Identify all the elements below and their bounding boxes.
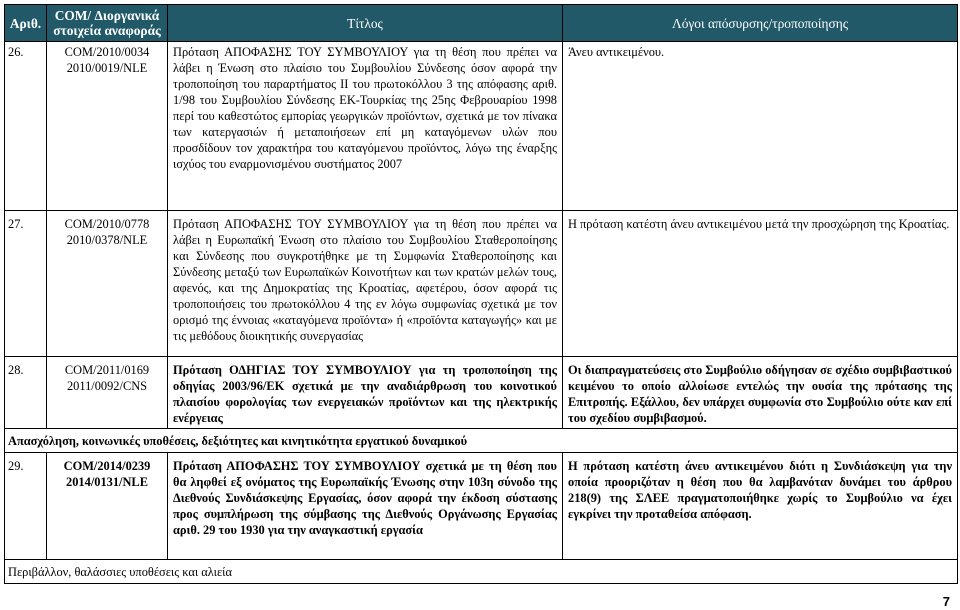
table-row [5, 42, 958, 211]
header-reason: Λόγοι απόσυρσης/τροποποίησης [563, 5, 958, 42]
table-header-row [5, 5, 958, 42]
procedure-reference: 2011/0092/CNS [66, 379, 148, 393]
section-row-employment [5, 429, 958, 453]
row-reason: Η πρόταση κατέστη άνευ αντικειμένου διότι η Συνδιάσκεψη για την οποία προοριζόταν η θέση που θα λαμβανόταν δυνάμει του άρθρου 218(9) της ΣΛΕΕ πραγματοποιήθηκε χωρίς το Συμβούλιο να έχει εγκρίνει την προταθείσα απόφαση. [563, 453, 958, 560]
row-number: 29. [5, 453, 47, 560]
row-title: Πρόταση ΑΠΟΦΑΣΗΣ ΤΟΥ ΣΥΜΒΟΥΛΙΟΥ για τη θέση που πρέπει να λάβει η Ευρωπαϊκή Ένωση στο πλαίσιο του Συμβουλίου Σταθεροποίησης και Σύνδεσης που συγκροτήθηκε με τη Συμφωνία Σταθεροποίησης και Σύνδεσης μεταξύ των Ευρωπαϊκών Κοινοτήτων και των κρατών μελών τους, αφενός, και της Δημοκρατίας της Κροατίας, αφετέρου, όσον αφορά τις τροποποιήσεις του πρωτοκόλλου 4 της εν λόγω συμφωνίας σχετικά με τον ορισμό της έννοιας «καταγόμενα προϊόντα» ή «προϊόντα καταγωγής» και με τις μεθόδους διοικητικής συνεργασίας [168, 211, 563, 357]
com-reference: COM/2010/0034 [64, 45, 150, 59]
withdrawn-proposals-table [4, 4, 958, 584]
header-title: Τίτλος [168, 5, 563, 42]
row-title: Πρόταση ΑΠΟΦΑΣΗΣ ΤΟΥ ΣΥΜΒΟΥΛΙΟΥ σχετικά με τη θέση που θα ληφθεί εξ ονόματος της Ευρωπαϊκής Ένωσης στην 103η σύνοδο της Διεθνούς Συνδιάσκεψης Εργασίας, όσον αφορά την έκδοση σύστασης προς συμπλήρωση της σύμβασης της Διεθνούς Οργάνωσης Εργασίας αριθ. 29 του 1930 για την αναγκαστική εργασία [168, 453, 563, 560]
table-row [5, 211, 958, 357]
page-number: 7 [942, 594, 950, 609]
row-number: 28. [5, 357, 47, 429]
row-reason: Η πρόταση κατέστη άνευ αντικειμένου μετά την προσχώρηση της Κροατίας. [563, 211, 958, 357]
header-number: Αριθ. [5, 5, 47, 42]
table-row [5, 357, 958, 429]
row-reason: Οι διαπραγματεύσεις στο Συμβούλιο οδήγησαν σε σχέδιο συμβιβαστικού κειμένου το οποίο αλλοίωσε εντελώς την ουσία της πρότασης της Επιτροπής. Εξάλλου, δεν υπάρχει συμφωνία στο Συμβούλιο ούτε καν επί του σχεδίου συμβιβασμού. [563, 357, 958, 429]
row-reference [47, 211, 168, 357]
com-reference: COM/2014/0239 [63, 459, 151, 473]
section-heading: Απασχόληση, κοινωνικές υποθέσεις, δεξιότητες και κινητικότητα εργατικού δυναμικού [5, 429, 958, 453]
row-number: 26. [5, 42, 47, 211]
table-row [5, 453, 958, 560]
procedure-reference: 2014/0131/NLE [66, 475, 148, 489]
section-row-environment [5, 560, 958, 584]
header-reference: COM/ Διοργανικά στοιχεία αναφοράς [47, 5, 168, 42]
procedure-reference: 2010/0378/NLE [66, 233, 148, 247]
com-reference: COM/2010/0778 [64, 217, 150, 231]
com-reference: COM/2011/0169 [64, 363, 150, 377]
section-heading: Περιβάλλον, θαλάσσιες υποθέσεις και αλιεία [5, 560, 958, 584]
row-title: Πρόταση ΟΔΗΓΙΑΣ ΤΟΥ ΣΥΜΒΟΥΛΙΟΥ για τη τροποποίηση της οδηγίας 2003/96/ΕΚ σχετικά με την αναδιάρθρωση του κοινοτικού πλαισίου φορολογίας των ενεργειακών προϊόντων και της ηλεκτρικής ενέργειας [168, 357, 563, 429]
row-reference [47, 357, 168, 429]
procedure-reference: 2010/0019/NLE [66, 61, 148, 75]
row-number: 27. [5, 211, 47, 357]
row-title: Πρόταση ΑΠΟΦΑΣΗΣ ΤΟΥ ΣΥΜΒΟΥΛΙΟΥ για τη θέση που πρέπει να λάβει η Ένωση στο πλαίσιο του Συμβουλίου Σύνδεσης όσον αφορά την τροποποίηση του παραρτήματος ΙΙ του πρωτοκόλλου 3 της απόφασης αριθ. 1/98 του Συμβουλίου Σύνδεσης ΕΚ-Τουρκίας της 25ης Φεβρουαρίου 1998 περί του καθεστώτος εμπορίας γεωργικών προϊόντων, σχετικά με τον πίνακα των κατεργασιών ή μεταποιήσεων επί μη καταγόμενων υλών που προσδίδουν τον χαρακτήρα του καταγόμενου προϊόντος, λόγω της έναρξης ισχύος του εναρμονισμένου συστήματος 2007 [168, 42, 563, 211]
row-reason: Άνευ αντικειμένου. [563, 42, 958, 211]
row-reference [47, 453, 168, 560]
row-reference [47, 42, 168, 211]
